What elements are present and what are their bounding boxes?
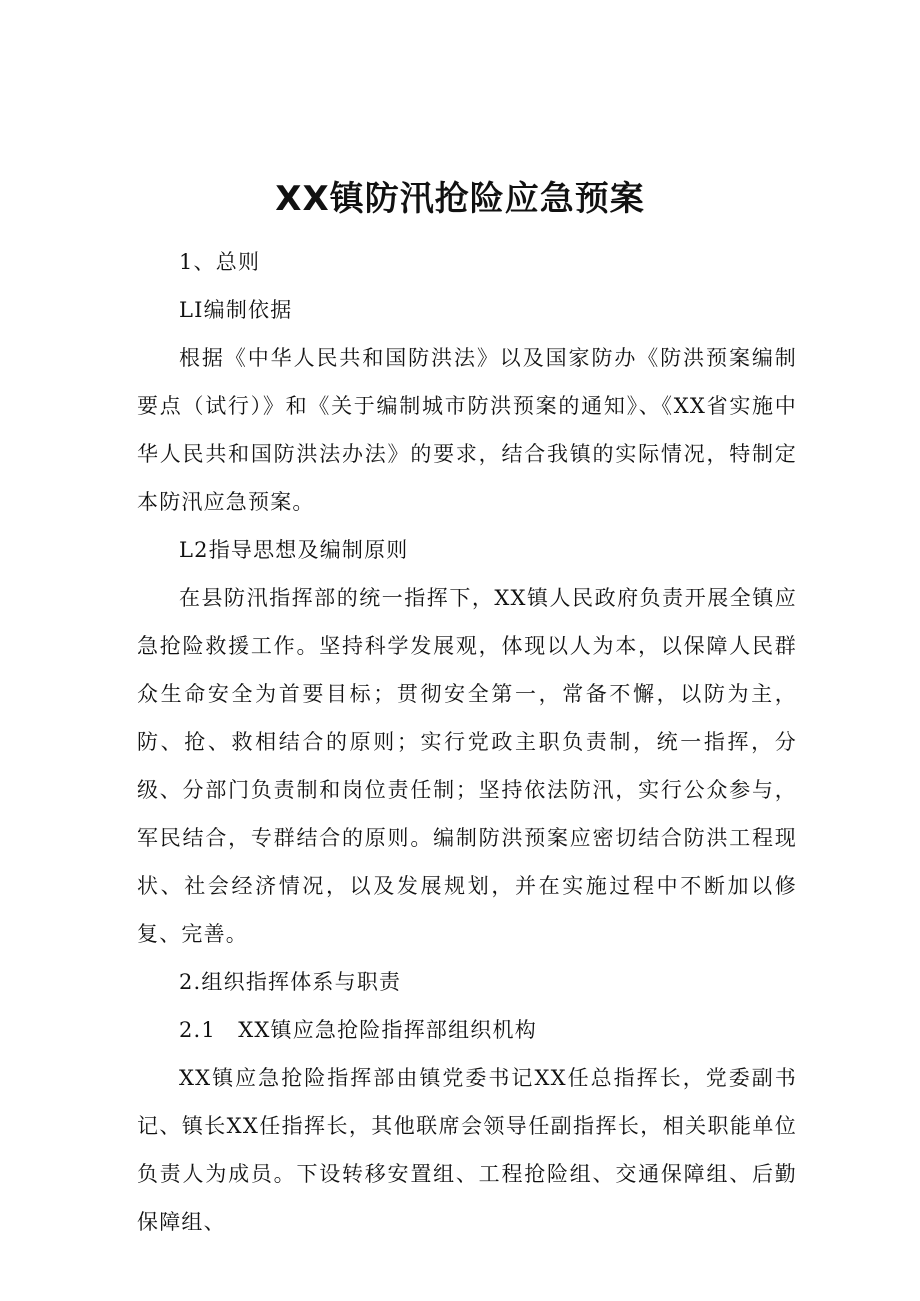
- section-heading-general: 1、总则: [179, 250, 261, 274]
- document-title: XX镇防汛抢险应急预案: [275, 179, 645, 219]
- subsection-heading-basis: LI编制依据: [179, 298, 293, 322]
- paragraph-principles: 在县防汛指挥部的统一指挥下，XX镇人民政府负责开展全镇应急抢险救援工作。坚持科学发展观，体现以人为本，以保障人民群众生命安全为首要目标；贯彻安全第一，常备不懈，以防为主，防、抢、救相结合的原则；实行党政主职负责制，统一指挥，分级、分部门负责制和岗位责任制；坚持依法防汛，实行公众参与，军民结合，专群结合的原则。编制防洪预案应密切结合防洪工程现状、社会经济情况，以及发展规划，并在实施过程中不断加以修复、完善。: [137, 586, 797, 946]
- document-body: [137, 238, 797, 1246]
- subsection-heading-principles: L2指导思想及编制原则: [179, 538, 409, 562]
- paragraph-command-structure: XX镇应急抢险指挥部由镇党委书记XX任总指挥长，党委副书记、镇长XX任指挥长，其他联席会领导任副指挥长，相关职能单位负责人为成员。下设转移安置组、工程抢险组、交通保障组、后勤保障组、: [137, 1066, 797, 1234]
- paragraph-basis: 根据《中华人民共和国防洪法》以及国家防办《防洪预案编制要点（试行）》和《关于编制城市防洪预案的通知》、《XX省实施中华人民共和国防洪法办法》的要求，结合我镇的实际情况，特制定本防汛应急预案。: [137, 346, 797, 514]
- subsection-heading-command-structure: 2.1 XX镇应急抢险指挥部组织机构: [179, 1018, 537, 1042]
- section-heading-organization: 2.组织指挥体系与职责: [179, 970, 402, 994]
